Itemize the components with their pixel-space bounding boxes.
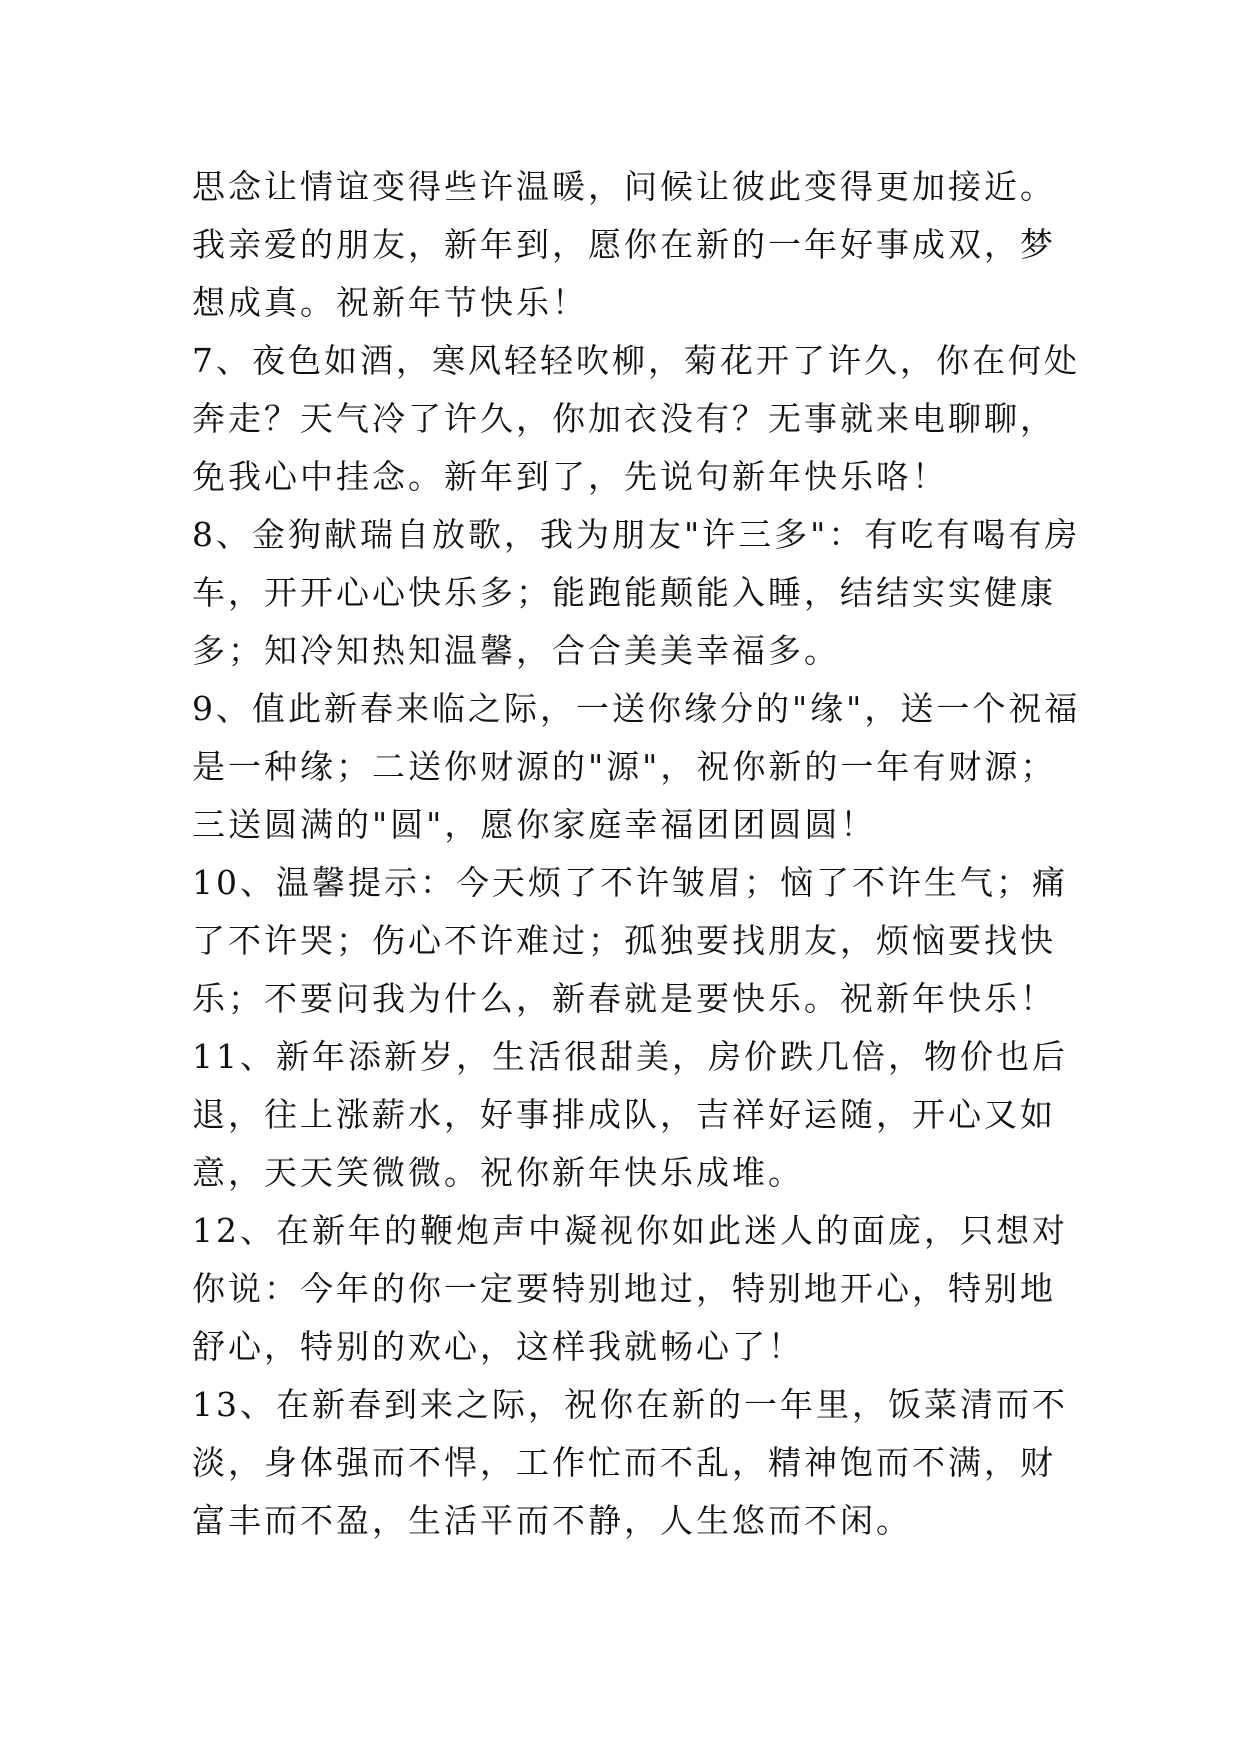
paragraph-11: 11、新年添新岁，生活很甜美，房价跌几倍，物价也后退，往上涨薪水，好事排成队，吉祥好运随，开心又如意，天天笑微微。祝你新年快乐成堆。 [192, 1037, 1068, 1192]
paragraph-10: 10、温馨提示：今天烦了不许皱眉；恼了不许生气；痛了不许哭；伤心不许难过；孤独要找朋友，烦恼要找快乐；不要问我为什么，新春就是要快乐。祝新年快乐！ [192, 863, 1068, 1018]
paragraph-7: 7、夜色如酒，寒风轻轻吹柳，菊花开了许久，你在何处奔走？天气冷了许久，你加衣没有？无事就来电聊聊，免我心中挂念。新年到了，先说句新年快乐咯！ [192, 341, 1080, 496]
paragraph-9: 9、值此新春来临之际，一送你缘分的"缘"，送一个祝福是一种缘；二送你财源的"源"，祝你新的一年有财源；三送圆满的"圆"，愿你家庭幸福团团圆圆！ [192, 689, 1081, 844]
paragraph-13: 13、在新春到来之际，祝你在新的一年里，饭菜清而不淡，身体强而不悍，工作忙而不乱，精神饱而不满，财富丰而不盈，生活平而不静，人生悠而不闲。 [192, 1385, 1068, 1540]
paragraph-12: 12、在新年的鞭炮声中凝视你如此迷人的面庞，只想对你说：今年的你一定要特别地过，特别地开心，特别地舒心，特别的欢心，这样我就畅心了！ [192, 1211, 1068, 1366]
body-text [192, 158, 1082, 1550]
paragraph-8: 8、金狗献瑞自放歌，我为朋友"许三多"：有吃有喝有房车，开开心心快乐多；能跑能颠能入睡，结结实实健康多；知冷知热知温馨，合合美美幸福多。 [192, 515, 1081, 670]
paragraph-continuation: 思念让情谊变得些许温暖，问候让彼此变得更加接近。我亲爱的朋友，新年到，愿你在新的一年好事成双，梦想成真。祝新年节快乐！ [192, 167, 1056, 322]
